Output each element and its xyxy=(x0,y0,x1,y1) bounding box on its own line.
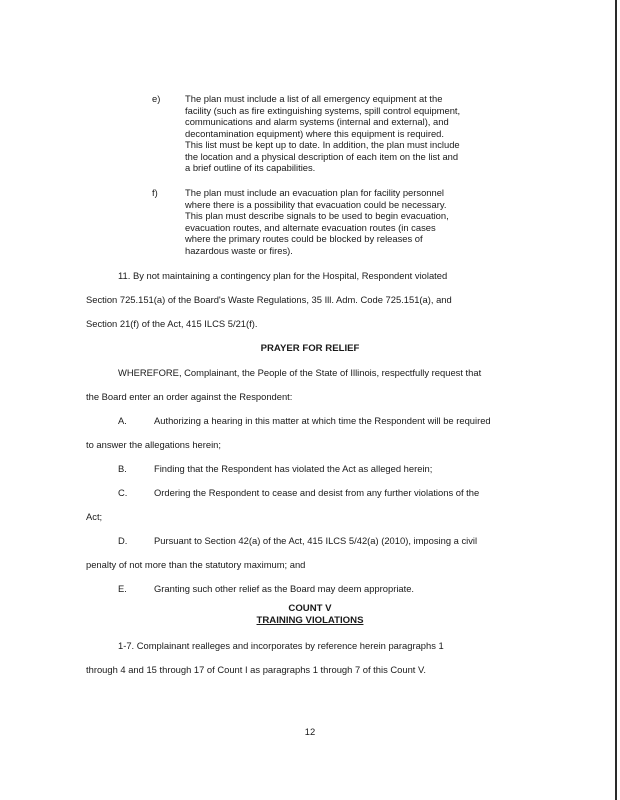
relief-continuation: to answer the allegations herein; xyxy=(86,439,221,450)
page-number: 12 xyxy=(304,726,316,737)
paragraph-line: WHEREFORE, Complainant, the People of the State of Illinois, respectfully request that xyxy=(118,367,482,378)
relief-text: Finding that the Respondent has violated the Act as alleged herein; xyxy=(154,463,433,474)
relief-label: E. xyxy=(118,583,127,594)
relief-text: Pursuant to Section 42(a) of the Act, 415 ILCS 5/42(a) (2010), imposing a civil xyxy=(154,535,478,546)
relief-text: Authorizing a hearing in this matter at which time the Respondent will be required xyxy=(154,415,491,426)
paragraph-line: Section 21(f) of the Act, 415 ILCS 5/21(f). xyxy=(86,318,258,329)
relief-label: B. xyxy=(118,463,127,474)
relief-label: C. xyxy=(118,487,128,498)
paragraph-line: Section 725.151(a) of the Board's Waste Regulations, 35 Ill. Adm. Code 725.151(a), and xyxy=(86,294,452,305)
relief-text: Ordering the Respondent to cease and desist from any further violations of the xyxy=(154,487,480,498)
page-edge-line xyxy=(615,0,617,800)
paragraph-1-7 xyxy=(86,634,526,682)
count-heading: COUNT V xyxy=(288,603,332,614)
relief-label: D. xyxy=(118,535,128,546)
subitem-marker: f) xyxy=(152,187,158,198)
subitem-text: The plan must include a list of all emergency equipment at the facility (such as fire extinguishing systems, spill control equipment, communications and alarm systems (internal and external), and decontamination equipment) where this equipment is required. This list must be kept up to date. In addition, the plan must include the location and a physical description of each item on the list and a brief outline of its capabilities. xyxy=(185,93,461,173)
relief-label: A. xyxy=(118,415,127,426)
paragraph-line: 1-7. Complainant realleges and incorporates by reference herein paragraphs 1 xyxy=(118,640,444,651)
subitem-marker: e) xyxy=(152,93,161,104)
count-subheading: TRAINING VIOLATIONS xyxy=(256,615,364,626)
paragraph-line: 11. By not maintaining a contingency plan for the Hospital, Respondent violated xyxy=(118,270,448,281)
paragraph-line: through 4 and 15 through 17 of Count I as paragraphs 1 through 7 of this Count V. xyxy=(86,664,426,675)
relief-text: Granting such other relief as the Board may deem appropriate. xyxy=(154,583,415,594)
relief-continuation: penalty of not more than the statutory maximum; and xyxy=(86,559,306,570)
relief-continuation: Act; xyxy=(86,511,103,522)
prayer-heading: PRAYER FOR RELIEF xyxy=(260,343,360,354)
wherefore-paragraph xyxy=(86,361,526,409)
paragraph-11 xyxy=(86,264,526,336)
paragraph-line: the Board enter an order against the Respondent: xyxy=(86,391,293,402)
subitem-text: The plan must include an evacuation plan for facility personnel where there is a possibility that evacuation could be necessary. This plan must describe signals to be used to begin evacuation, evacuation routes, and alternate evacuation routes (in cases where the primary routes could be blocked by releases of hazardous waste or fires). xyxy=(185,187,449,256)
